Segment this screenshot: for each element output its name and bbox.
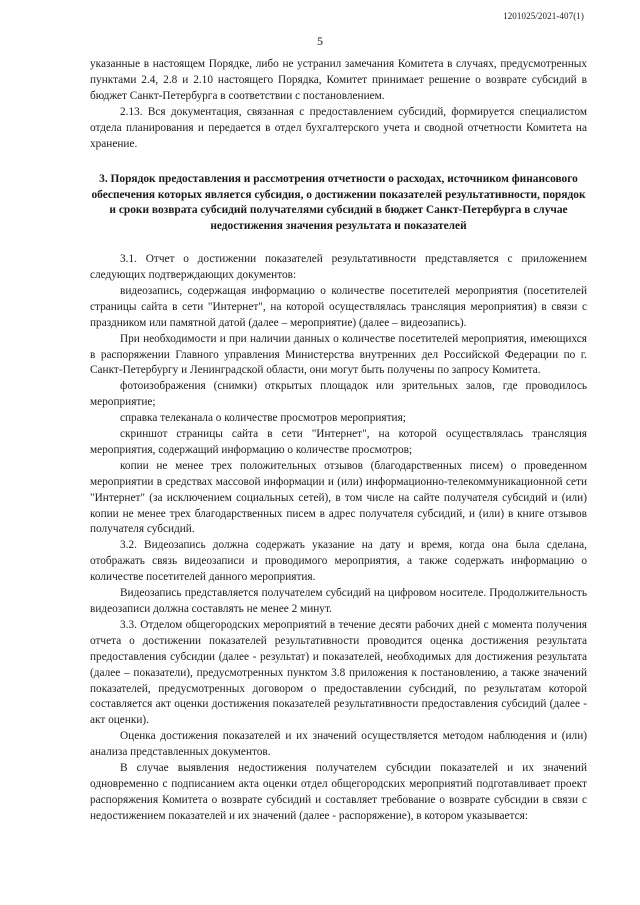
paragraph-assessment-method: Оценка достижения показателей и их значений осуществляется методом наблюдения и (или) анализа представленных документов. xyxy=(90,730,587,759)
paragraph-continuation: указанные в настоящем Порядке, либо не устранил замечания Комитета в случаях, предусмотренных пунктами 2.4, 2.8 и 2.10 настоящего Порядка, Комитет принимает решение о возврате субсидий в бюджет Санкт-Петербурга в соответствии с постановлением. xyxy=(90,58,587,102)
page-number: 5 xyxy=(317,34,323,48)
paragraph-2-13: 2.13. Вся документация, связанная с предоставлением субсидий, формируется специалистом отдела планирования и передается в отдел бухгалтерского учета и сводной отчетности Комитета на хранение. xyxy=(90,105,587,150)
document-registration-number: 1201025/2021-407(1) xyxy=(503,11,584,21)
paragraph-3-3: 3.3. Отделом общегородских мероприятий в течение десяти рабочих дней с момента получения отчета о достижении показателей результативности проводится оценка достижения результата предоставления субсидии (далее - результат) и показателей, необходимых для достижения результата (далее – показатели), предусмотренных пунктом 3.8 приложения к постановлению, а также значений показателей, предусмотренных договором о предоставлении субсидий, по результатам которой составляется акт оценки достижения показателей результативности предоставления субсидий (далее - акт оценки). xyxy=(90,618,587,727)
list-item-tv-reference: справка телеканала о количестве просмотров мероприятия; xyxy=(120,412,406,425)
paragraph-refund-requirement: В случае выявления недостижения получателем субсидии показателей и их значений одновременно с подписанием акта оценки отдел общегородских мероприятий подготавливает проект распоряжения Комитета о возврате субсидий и составляет требование о возврате субсидии в связи с недостижением показателей и их значений (далее - распоряжение), в котором указывается: xyxy=(90,762,587,822)
paragraph-3-2: 3.2. Видеозапись должна содержать указание на дату и время, когда она была сделана, отображать связь видеозаписи и проводимого мероприятия, а также содержать информацию о количестве посетителей данного мероприятия. xyxy=(90,539,587,584)
paragraph-mvd-data: При необходимости и при наличии данных о количестве посетителей мероприятия, имеющихся в распоряжении Главного управления Министерства внутренних дел Российской Федерации по г. Санкт-Петербургу и Ленинградской области, они могут быть получены по запросу Комитета. xyxy=(90,332,587,377)
list-item-video: видеозапись, содержащая информацию о количестве посетителей мероприятия (посетителей страницы сайта в сети "Интернет", на которой осуществлялась трансляция мероприятия) в связи с праздником или памятной датой (далее – мероприятие) (далее – видеозапись). xyxy=(90,284,587,329)
paragraph-3-1: 3.1. Отчет о достижении показателей результативности представляется с приложением следующих подтверждающих документов: xyxy=(90,253,587,281)
section-3-heading: 3. Порядок предоставления и рассмотрения отчетности о расходах, источником финансового обеспечения которых является субсидия, о достижении показателей результативности, порядок и сроки возврата субсидий получателями субсидий в бюджет Санкт-Петербурга в случае недостижения значения результата и показателей xyxy=(91,173,586,232)
paragraph-video-media: Видеозапись представляется получателем субсидий на цифровом носителе. Продолжительность видеозаписи должна составлять не менее 2 минут. xyxy=(90,587,587,615)
list-item-screenshot: скриншот страницы сайта в сети "Интернет", на которой осуществлялась трансляция мероприятия, содержащий информацию о количестве просмотров; xyxy=(90,428,587,456)
document-body xyxy=(90,57,587,825)
list-item-reviews: копии не менее трех положительных отзывов (благодарственных писем) о проведенном мероприятии в средствах массовой информации и (или) информационно-телекоммуникационной сети "Интернет" (за исключением социальных сетей), в том числе на сайте получателя субсидий и (или) копии не менее трех благодарственных писем в адрес получателя субсидий, и (или) в книге отзывов получателя субсидий. xyxy=(90,459,587,536)
list-item-photos: фотоизображения (снимки) открытых площадок или зрительных залов, где проводилось мероприятие; xyxy=(90,380,587,409)
